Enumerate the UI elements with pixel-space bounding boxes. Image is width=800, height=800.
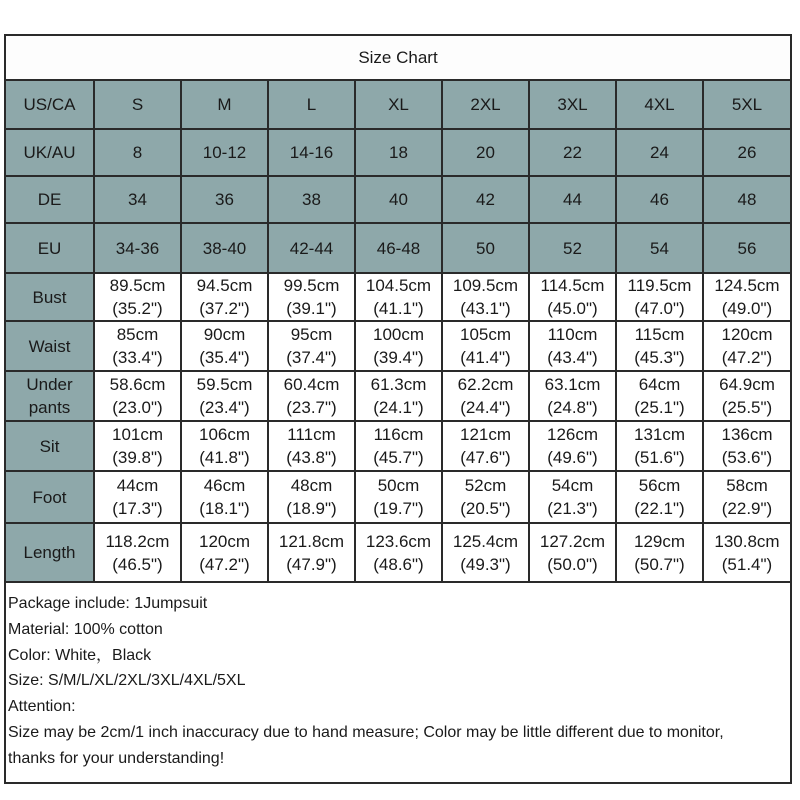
- inch-value: (39.8"): [112, 448, 163, 467]
- note-line: Size may be 2cm/1 inch inaccuracy due to hand measure; Color may be little different due to monitor,: [8, 723, 724, 741]
- measurement-cell: [268, 321, 355, 371]
- note-line: Material: 100% cotton: [8, 620, 163, 638]
- cm-value: 123.6cm: [365, 531, 432, 551]
- measurement-label: [6, 523, 94, 581]
- cm-value: 124.5cm: [714, 276, 780, 295]
- measurement-cell: [703, 471, 790, 523]
- row-label: UK/AU: [6, 129, 94, 176]
- measurement-label-line: Length: [23, 543, 76, 562]
- measurement-cell: [355, 321, 442, 371]
- row-label: US/CA: [6, 81, 94, 129]
- size-chart: [4, 34, 792, 784]
- inch-value: (46.5"): [112, 554, 163, 574]
- size-row: [6, 176, 790, 223]
- measurement-cell: [529, 321, 616, 371]
- inch-value: (19.7"): [373, 499, 424, 518]
- measurement-cell: [442, 421, 529, 471]
- size-cell: 54: [616, 223, 703, 273]
- row-label: DE: [6, 176, 94, 223]
- inch-value: (33.4"): [112, 348, 163, 367]
- cm-value: 105cm: [459, 325, 512, 344]
- size-cell: 56: [703, 223, 790, 273]
- measurement-cell: [442, 273, 529, 321]
- inch-value: (37.4"): [286, 348, 337, 367]
- cm-value: 129cm: [633, 531, 686, 551]
- cm-value: 118.2cm: [105, 531, 170, 551]
- inch-value: (43.8"): [286, 448, 337, 467]
- cm-value: 59.5cm: [196, 375, 253, 394]
- note-line: thanks for your understanding!: [8, 749, 225, 767]
- inch-value: (49.0"): [721, 299, 773, 318]
- size-table: [6, 81, 790, 581]
- size-cell: 10-12: [181, 129, 268, 176]
- cm-value: 110cm: [547, 325, 598, 344]
- size-cell: L: [268, 81, 355, 129]
- measurement-cell: [442, 321, 529, 371]
- cm-value: 101cm: [111, 425, 164, 444]
- cm-value: 50cm: [377, 476, 420, 495]
- inch-value: (47.2"): [199, 554, 250, 574]
- size-cell: M: [181, 81, 268, 129]
- measurement-cell: [616, 523, 703, 581]
- inch-value: (51.6"): [634, 448, 685, 467]
- measurement-cell: [268, 471, 355, 523]
- measurement-cell: [529, 523, 616, 581]
- cm-value: 120cm: [721, 325, 773, 344]
- measurement-label: [6, 321, 94, 371]
- size-cell: 40: [355, 176, 442, 223]
- cm-value: 126cm: [546, 425, 599, 444]
- inch-value: (41.4"): [460, 348, 511, 367]
- measurement-cell: [616, 371, 703, 421]
- inch-value: (35.2"): [112, 299, 163, 318]
- cm-value: 85cm: [116, 325, 159, 344]
- inch-value: (47.0"): [634, 299, 685, 318]
- size-cell: XL: [355, 81, 442, 129]
- size-cell: 4XL: [616, 81, 703, 129]
- cm-value: 46cm: [203, 476, 246, 495]
- cm-value: 115cm: [634, 325, 685, 344]
- inch-value: (41.8"): [199, 448, 250, 467]
- cm-value: 48cm: [290, 476, 333, 495]
- measurement-label-line: Waist: [28, 336, 71, 356]
- size-cell: 14-16: [268, 129, 355, 176]
- measurement-label: [6, 273, 94, 321]
- measurement-cell: [703, 421, 790, 471]
- size-row: [6, 81, 790, 129]
- measurement-label: [6, 471, 94, 523]
- cm-value: 61.3cm: [370, 375, 427, 394]
- size-cell: 48: [703, 176, 790, 223]
- measurement-cell: [616, 273, 703, 321]
- size-cell: 8: [94, 129, 181, 176]
- cm-value: 89.5cm: [109, 276, 166, 295]
- inch-value: (17.3"): [112, 499, 163, 518]
- measurement-cell: [268, 523, 355, 581]
- cm-value: 131cm: [633, 425, 686, 444]
- measurement-cell: [94, 471, 181, 523]
- inch-value: (45.0"): [547, 299, 598, 318]
- cm-value: 54cm: [551, 476, 594, 495]
- cm-value: 64.9cm: [719, 375, 775, 394]
- size-cell: 34: [94, 176, 181, 223]
- cm-value: 121cm: [459, 425, 512, 444]
- inch-value: (51.4"): [721, 554, 773, 574]
- measurement-cell: [355, 421, 442, 471]
- size-cell: 52: [529, 223, 616, 273]
- size-cell: 36: [181, 176, 268, 223]
- size-cell: 38: [268, 176, 355, 223]
- measurement-label-line: pants: [28, 398, 71, 417]
- measurement-cell: [181, 321, 268, 371]
- cm-value: 106cm: [198, 425, 251, 444]
- inch-value: (45.7"): [373, 448, 424, 467]
- measurement-row: [6, 321, 790, 371]
- measurement-cell: [94, 321, 181, 371]
- measurement-cell: [94, 421, 181, 471]
- measurement-cell: [529, 273, 616, 321]
- size-cell: 22: [529, 129, 616, 176]
- row-label: EU: [6, 223, 94, 273]
- inch-value: (47.2"): [721, 348, 773, 367]
- inch-value: (18.9"): [286, 499, 337, 518]
- measurement-cell: [616, 471, 703, 523]
- size-cell: 46-48: [355, 223, 442, 273]
- inch-value: (22.1"): [634, 499, 685, 518]
- inch-value: (50.0"): [547, 554, 598, 574]
- inch-value: (45.3"): [634, 348, 685, 367]
- inch-value: (43.1"): [460, 299, 511, 318]
- inch-value: (24.4"): [460, 398, 511, 417]
- measurement-cell: [94, 523, 181, 581]
- size-cell: 34-36: [94, 223, 181, 273]
- cm-value: 120cm: [198, 531, 251, 551]
- inch-value: (25.1"): [634, 398, 685, 417]
- measurement-cell: [181, 273, 268, 321]
- measurement-row: [6, 273, 790, 321]
- measurement-label-line: Bust: [32, 287, 67, 307]
- size-cell: 24: [616, 129, 703, 176]
- note-line: Size: S/M/L/XL/2XL/3XL/4XL/5XL: [8, 672, 246, 690]
- size-cell: 44: [529, 176, 616, 223]
- measurement-cell: [703, 523, 790, 581]
- size-cell: 50: [442, 223, 529, 273]
- inch-value: (25.5"): [721, 398, 773, 417]
- measurement-label-line: Sit: [39, 436, 60, 456]
- measurement-cell: [529, 471, 616, 523]
- size-cell: 42-44: [268, 223, 355, 273]
- inch-value: (21.3"): [547, 499, 598, 518]
- cm-value: 114.5cm: [540, 276, 605, 295]
- measurement-cell: [94, 371, 181, 421]
- cm-value: 125.4cm: [452, 531, 519, 551]
- cm-value: 64cm: [638, 375, 681, 394]
- cm-value: 63.1cm: [544, 375, 601, 394]
- size-row: [6, 223, 790, 273]
- chart-title: Size Chart: [6, 36, 790, 81]
- size-cell: 2XL: [442, 81, 529, 129]
- measurement-cell: [703, 371, 790, 421]
- cm-value: 100cm: [372, 325, 425, 344]
- cm-value: 60.4cm: [283, 375, 340, 394]
- cm-value: 104.5cm: [365, 276, 432, 295]
- inch-value: (23.0"): [112, 398, 163, 417]
- cm-value: 130.8cm: [714, 531, 780, 551]
- cm-value: 119.5cm: [627, 276, 692, 295]
- measurement-cell: [181, 371, 268, 421]
- inch-value: (50.7"): [634, 554, 685, 574]
- measurement-row: [6, 371, 790, 421]
- size-cell: 18: [355, 129, 442, 176]
- measurement-cell: [442, 371, 529, 421]
- cm-value: 127.2cm: [539, 531, 606, 551]
- inch-value: (39.4"): [373, 348, 424, 367]
- inch-value: (47.6"): [460, 448, 511, 467]
- cm-value: 95cm: [290, 325, 333, 344]
- cm-value: 58cm: [726, 476, 768, 495]
- cm-value: 52cm: [464, 476, 507, 495]
- measurement-cell: [94, 273, 181, 321]
- cm-value: 56cm: [638, 476, 681, 495]
- measurement-cell: [181, 421, 268, 471]
- measurement-cell: [616, 421, 703, 471]
- inch-value: (23.7"): [286, 398, 337, 417]
- measurement-row: [6, 471, 790, 523]
- measurement-cell: [181, 471, 268, 523]
- size-cell: 20: [442, 129, 529, 176]
- cm-value: 62.2cm: [457, 375, 514, 394]
- cm-value: 109.5cm: [452, 276, 519, 295]
- inch-value: (49.6"): [547, 448, 598, 467]
- note-line: Attention:: [8, 698, 76, 716]
- inch-value: (49.3"): [460, 554, 511, 574]
- inch-value: (37.2"): [199, 299, 250, 318]
- cm-value: 99.5cm: [283, 276, 340, 295]
- measurement-cell: [355, 273, 442, 321]
- measurement-cell: [268, 371, 355, 421]
- measurement-cell: [703, 321, 790, 371]
- size-cell: 5XL: [703, 81, 790, 129]
- cm-value: 58.6cm: [109, 375, 166, 394]
- size-cell: 26: [703, 129, 790, 176]
- measurement-cell: [268, 273, 355, 321]
- cm-value: 111cm: [287, 425, 336, 444]
- inch-value: (24.8"): [547, 398, 598, 417]
- inch-value: (20.5"): [460, 499, 511, 518]
- note-line: Package include: 1Jumpsuit: [8, 595, 208, 612]
- note-line: Color: White，Black: [8, 646, 152, 664]
- measurement-cell: [529, 371, 616, 421]
- inch-value: (22.9"): [721, 499, 773, 518]
- measurement-cell: [355, 371, 442, 421]
- inch-value: (24.1"): [373, 398, 424, 417]
- cm-value: 116cm: [373, 425, 424, 444]
- measurement-cell: [442, 471, 529, 523]
- inch-value: (23.4"): [199, 398, 250, 417]
- cm-value: 94.5cm: [196, 276, 253, 295]
- measurement-label: [6, 421, 94, 471]
- product-notes: [6, 581, 790, 782]
- measurement-label: [6, 371, 94, 421]
- measurement-cell: [268, 421, 355, 471]
- inch-value: (18.1"): [199, 499, 250, 518]
- measurement-cell: [616, 321, 703, 371]
- size-cell: 46: [616, 176, 703, 223]
- cm-value: 136cm: [721, 425, 773, 444]
- cm-value: 44cm: [116, 476, 159, 495]
- size-row: [6, 129, 790, 176]
- inch-value: (53.6"): [721, 448, 773, 467]
- inch-value: (41.1"): [373, 299, 424, 318]
- inch-value: (48.6"): [373, 554, 424, 574]
- measurement-row: [6, 523, 790, 581]
- cm-value: 121.8cm: [278, 531, 345, 551]
- inch-value: (43.4"): [547, 348, 598, 367]
- inch-value: (39.1"): [286, 299, 337, 318]
- measurement-cell: [529, 421, 616, 471]
- cm-value: 90cm: [203, 325, 246, 344]
- size-cell: 3XL: [529, 81, 616, 129]
- inch-value: (47.9"): [286, 554, 337, 574]
- inch-value: (35.4"): [199, 348, 250, 367]
- size-cell: 42: [442, 176, 529, 223]
- measurement-cell: [442, 523, 529, 581]
- size-cell: 38-40: [181, 223, 268, 273]
- measurement-cell: [703, 273, 790, 321]
- measurement-label-line: Under: [26, 375, 73, 394]
- size-cell: S: [94, 81, 181, 129]
- measurement-cell: [181, 523, 268, 581]
- measurement-label-line: Foot: [32, 487, 67, 507]
- measurement-cell: [355, 523, 442, 581]
- measurement-row: [6, 421, 790, 471]
- measurement-cell: [355, 471, 442, 523]
